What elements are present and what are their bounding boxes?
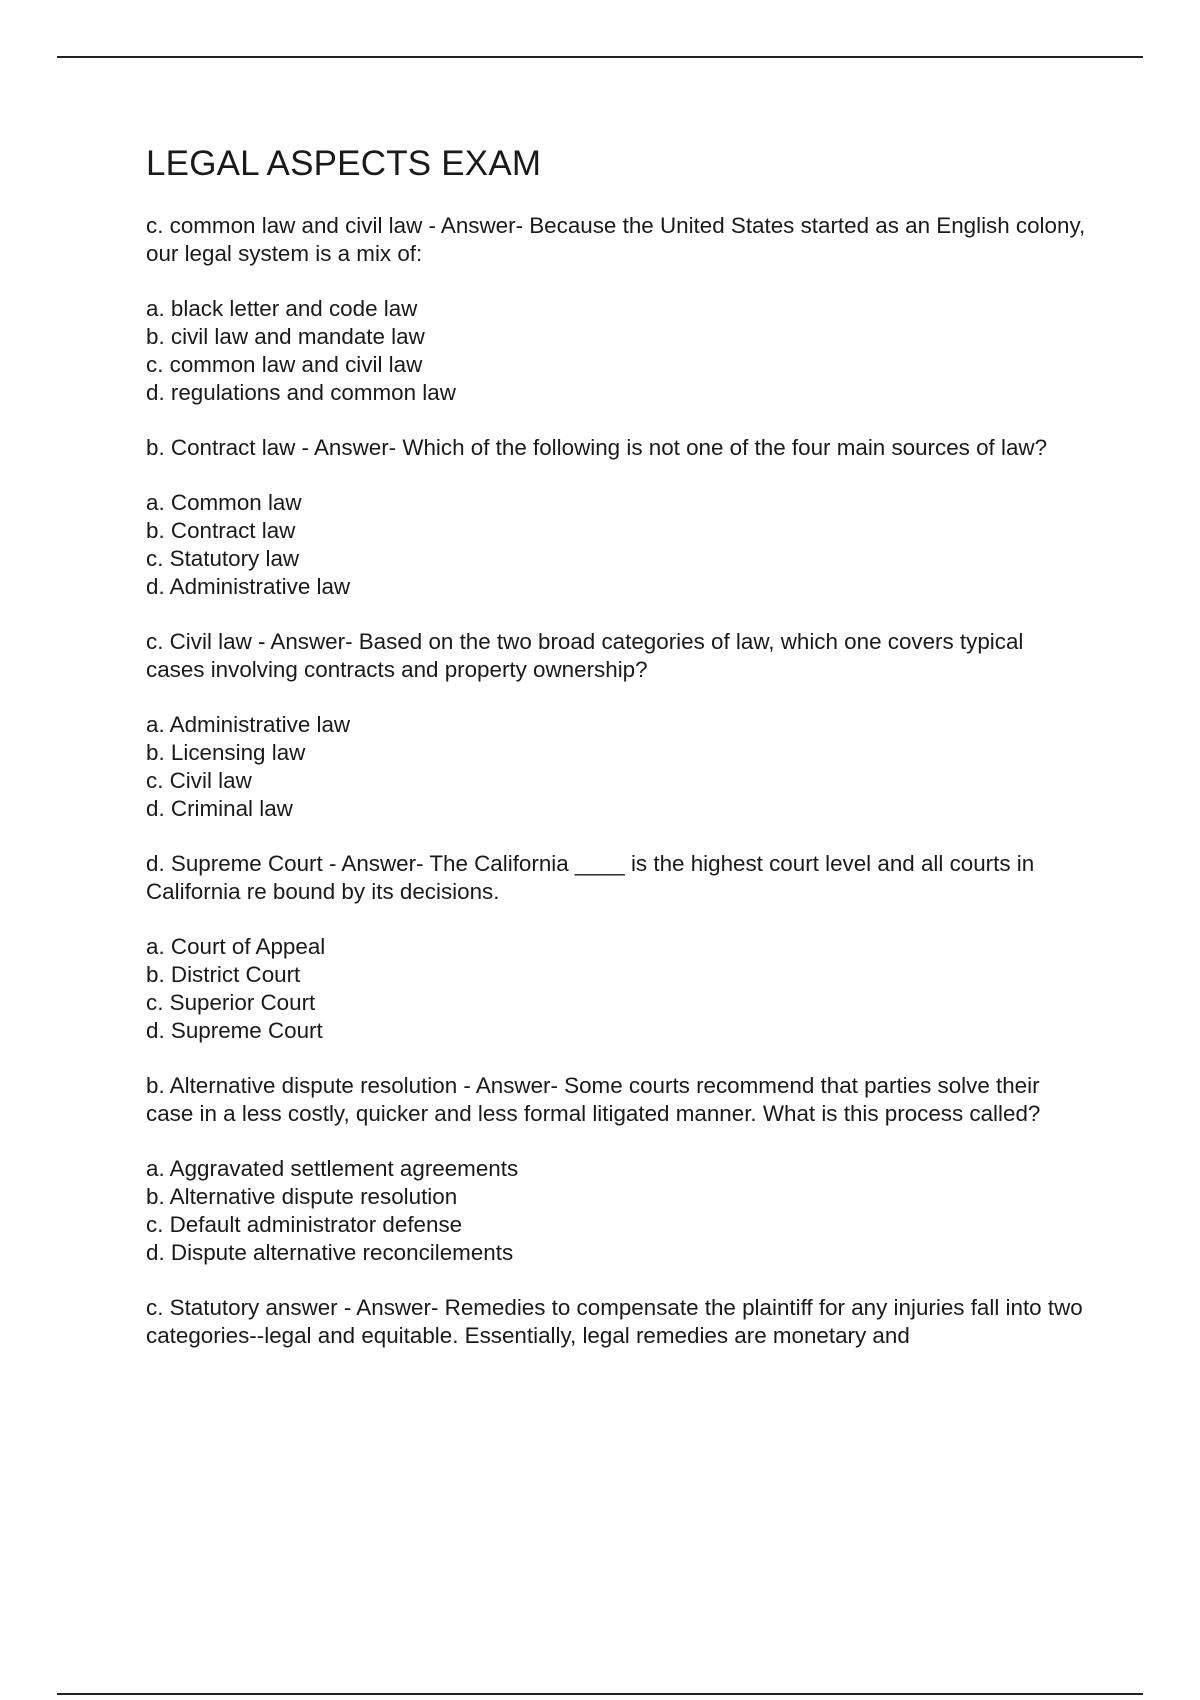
question-text: c. Statutory answer - Answer- Remedies to compensate the plaintiff for any injuries fall into two categories--legal and equitable. Essentially, legal remedies are monetary and: [146, 1295, 1083, 1348]
option-item: d. Administrative law: [146, 574, 351, 599]
option-item: d. Supreme Court: [146, 1018, 323, 1043]
answer-options: [146, 933, 1086, 1045]
question-text: d. Supreme Court - Answer- The California ____ is the highest court level and all courts in California re bound by its decisions.: [146, 851, 1035, 904]
question-text: c. Civil law - Answer- Based on the two broad categories of law, which one covers typical cases involving contracts and property ownership?: [146, 629, 1024, 682]
header-rule: [57, 56, 1143, 58]
option-item: b. District Court: [146, 962, 301, 987]
option-item: a. Administrative law: [146, 712, 351, 737]
option-item: c. Default administrator defense: [146, 1212, 463, 1237]
answer-options: [146, 1155, 1086, 1267]
option-item: a. Aggravated settlement agreements: [146, 1156, 519, 1181]
option-item: d. Dispute alternative reconcilements: [146, 1240, 514, 1265]
option-item: b. Alternative dispute resolution: [146, 1184, 458, 1209]
option-item: c. Statutory law: [146, 546, 300, 571]
option-item: c. common law and civil law: [146, 352, 423, 377]
option-item: a. Common law: [146, 490, 302, 515]
question-text: b. Alternative dispute resolution - Answer- Some courts recommend that parties solve their case in a less costly, quicker and less formal litigated manner. What is this process called?: [146, 1073, 1041, 1126]
answer-options: [146, 489, 1086, 601]
question-text: c. common law and civil law - Answer- Because the United States started as an English colony, our legal system is a mix of:: [146, 213, 1086, 266]
footer-rule: [57, 1693, 1143, 1695]
option-item: d. Criminal law: [146, 796, 293, 821]
option-item: b. Contract law: [146, 518, 296, 543]
answer-options: [146, 711, 1086, 823]
option-item: b. Licensing law: [146, 740, 306, 765]
option-item: c. Superior Court: [146, 990, 316, 1015]
page-title: LEGAL ASPECTS EXAM: [146, 144, 542, 183]
option-item: d. regulations and common law: [146, 380, 456, 405]
option-item: a. Court of Appeal: [146, 934, 326, 959]
question-text: b. Contract law - Answer- Which of the following is not one of the four main sources of law?: [146, 435, 1048, 460]
answer-options: [146, 295, 1086, 407]
document-body: [146, 140, 1086, 1377]
option-item: a. black letter and code law: [146, 296, 418, 321]
option-item: b. civil law and mandate law: [146, 324, 425, 349]
option-item: c. Civil law: [146, 768, 252, 793]
